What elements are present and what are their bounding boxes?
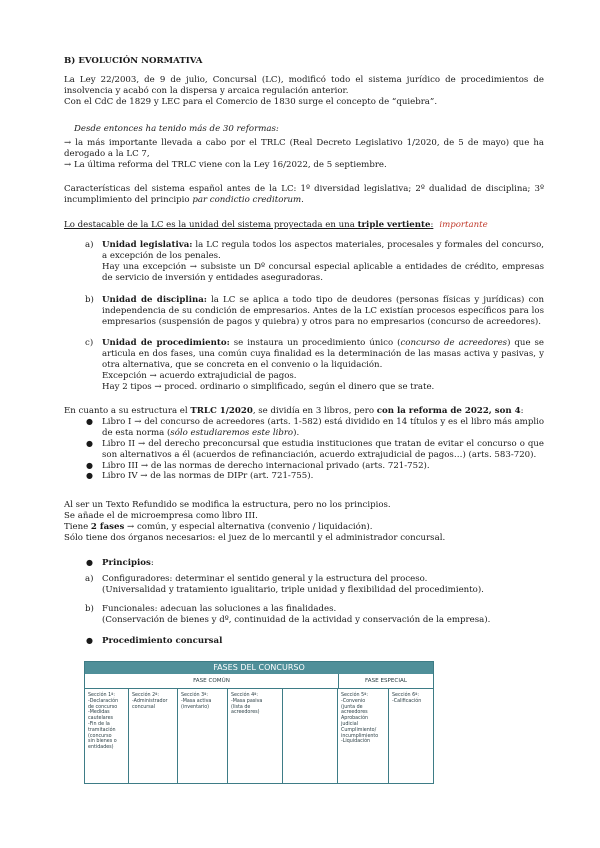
table-cell-line: -Medidas [88,710,110,716]
procedimiento-heading: ● Procedimiento concursal [86,636,223,646]
table-title: FASES DEL CONCURSO [85,662,433,674]
reformas-heading: Desde entonces ha tenido más de 30 reformas: [74,124,279,134]
table-cell-line: de concurso [88,704,118,710]
unidad-disciplina: b) Unidad de disciplina: la LC se aplica a todo tipo de deudores (personas físicas y jurídicas) con independencia de su condición de empresarios. Antes de la LC existían procesos específicos para los empresarios (suspensión de pagos y quiebra) y otros para no empresarios (concurso de acreedores). [85,295,544,327]
unidad-legislativa: a) Unidad legislativa: la LC regula todos los aspectos materiales, procesales y formales del concurso, a excepción de los penales. Hay una excepción → subsiste un Dº concursal especial aplicable a entidades de crédito, empresas de servicio de inversión y entidades aseguradoras. [85,240,544,283]
table-cell-line: Cumplimiento/ [341,727,377,733]
importante-note: importante [439,220,488,230]
table-cell-line: -Convenio [341,698,366,704]
table-cell-line: -Declaración [88,698,119,704]
principio-funcionales: b) Funcionales: adecuan las soluciones a las finalidades. (Conservación de bienes y dº, continuidad de la actividad y conservación de la empresa). [85,604,491,625]
table-cell-line: -Liquidación [341,739,371,745]
table-cell-line: Sección 2ª: [132,693,160,698]
texto-refundido: Al ser un Texto Refundido se modifica la estructura, pero no los principios. Se añade el de microempresa como libro III. Tiene 2 fases → común, y especial alternativa (convenio / liquidación). Sólo tiene dos órganos necesarios: el juez de lo mercantil y el administrador concursal. [64,500,446,543]
bullet-icon: ● [86,438,93,448]
principios-heading: ● Principios: [86,558,154,568]
table-cell-line: entidades) [88,745,114,751]
table-cell [283,689,338,783]
fases-concurso-table [84,661,434,784]
unidad-procedimiento: c) Unidad de procedimiento: se instaura un procedimiento único (concurso de acreedores) que se articula en dos fases, una común cuya finalidad es la determinación de las masas activa y pasivas, y otra alternativa, que se concreta en el convenio o la liquidación. Excepción → acuerdo extrajudicial de pagos. Hay 2 tipos → proced. ordinario o simplificado, según el dinero que se trate. [85,338,545,392]
table-cell-line: acreedores [341,710,368,716]
libro-item: ● Libro I → del concurso de acreedores (arts. 1-582) está dividido en 14 títulos y es el libro más amplio de esta norma (sólo estudiaremos este libro). [86,416,544,438]
intro-line1: La Ley 22/2003, de 9 de julio, Concursal (LC), modificó todo el sistema jurídico de procedimientos de insolvencia y acabó con la dispersa y arcaica regulación anterior. [64,75,544,96]
section-title: B) EVOLUCIÓN NORMATIVA [64,56,203,66]
table-cell [228,689,283,783]
reforma-item-1: → la más importante llevada a cabo por el TRLC (Real Decreto Legislativo 1/2020, de 5 de mayo) que ha derogado a la LC 7, [64,138,544,159]
destacable: Lo destacable de la LC es la unidad del sistema proyectada en una triple vertiente: importante [64,220,488,230]
table-cell-line: -Fin de la [88,721,110,727]
table-cell [129,689,178,783]
bullet-icon: ● [86,460,93,470]
table-cell [85,689,129,783]
table-cell-line: Sección 1ª: [88,693,116,698]
table-cell [389,689,433,783]
table-cell-line: Aprobación [341,716,369,722]
table-cell-line: incumplimiento [341,733,379,739]
reformas-list [64,138,544,171]
libro-item: ● Libro IV → de las normas de DIPr (art. 721-755). [86,471,314,482]
fase-comun-header: FASE COMÚN [85,674,339,688]
intro [64,75,544,108]
table-cell-line: cautelares [88,716,114,722]
bullet-icon: ● [86,471,93,481]
fase-especial-header: FASE ESPECIAL [365,678,407,684]
table-cell-line: -Administrador [132,698,168,704]
table-row [85,689,433,783]
bullet-icon: ● [86,558,93,567]
reforma-item-2: → La última reforma del TRLC viene con la Ley 16/2022, de 5 septiembre. [64,159,387,170]
arrow-icon: → [64,159,72,170]
arrow-icon: → [64,138,72,148]
bullet-icon: ● [86,636,93,645]
table-cell-line: (inventario) [181,704,210,710]
table-cell-line: -Masa activa [181,698,212,704]
caracteristicas: Características del sistema español antes de la LC: 1º diversidad legislativa; 2º dualidad de disciplina; 3º incumplimiento del principio par condictio creditorum. [64,184,544,205]
table-cell-line: judicial [341,721,358,727]
libro-item: ● Libro II → del derecho preconcursal que estudia instituciones que tratan de evitar el concurso o que son alternativos a él (acuerdos de refinanciación, acuerdo extrajudicial de pagos…) (arts. 583-720). [86,438,544,460]
table-cell-line: -Masa pasiva [231,698,263,704]
intro-line2: Con el CdC de 1829 y LEC para el Comercio de 1830 surge el concepto de “quiebra”. [64,96,438,107]
table-cell [178,689,228,783]
table-cell-line: Sección 3ª: [181,693,209,698]
libro-item: ● Libro III → de las normas de derecho internacional privado (arts. 721-752). [86,460,430,471]
principio-configuradores: a) Configuradores: determinar el sentido general y la estructura del proceso. (Universalidad y tratamiento igualitario, triple unidad y flexibilidad del procedimiento). [85,574,484,595]
bullet-icon: ● [86,416,93,426]
table-cell-line: sin bienes o [88,739,117,745]
estructura: En cuanto a su estructura el TRLC 1/2020, se dividía en 3 libros, pero con la reforma de 2022, son 4: ● Libro I → del concurso de acreedores (arts. 1-582) está dividido en 14 títulos y es el libro más amplio de esta norma (sólo estudiaremos este libro). ● Libro II → del derecho preconcursal que estudia instituciones que tratan de evitar el concurso o que son alternativos a él (acuerdos de refinanciación, acuerdo extrajudicial de pagos…) (arts. 583-720). ● Libro III → de las normas de derecho internacional privado (arts. 721-752). ● Libro IV → de las normas de DIPr (art. 721-755). [64,406,544,482]
table-cell-line: Sección 6ª: [392,693,420,698]
table-cell [338,689,389,783]
table-cell-line: (junta de [341,704,363,710]
table-cell-line: acreedores) [231,710,260,716]
table-cell-line: tramitación [88,727,116,733]
table-cell-line: concursal [132,704,156,710]
table-cell-line: (lista de [231,704,251,710]
table-cell-line: -Calificación [392,698,422,704]
table-cell-line: (concurso [88,733,112,739]
table-subheader [85,674,433,689]
table-cell-line: Sección 5ª: [341,693,369,698]
table-cell-line: Sección 4ª: [231,693,259,698]
